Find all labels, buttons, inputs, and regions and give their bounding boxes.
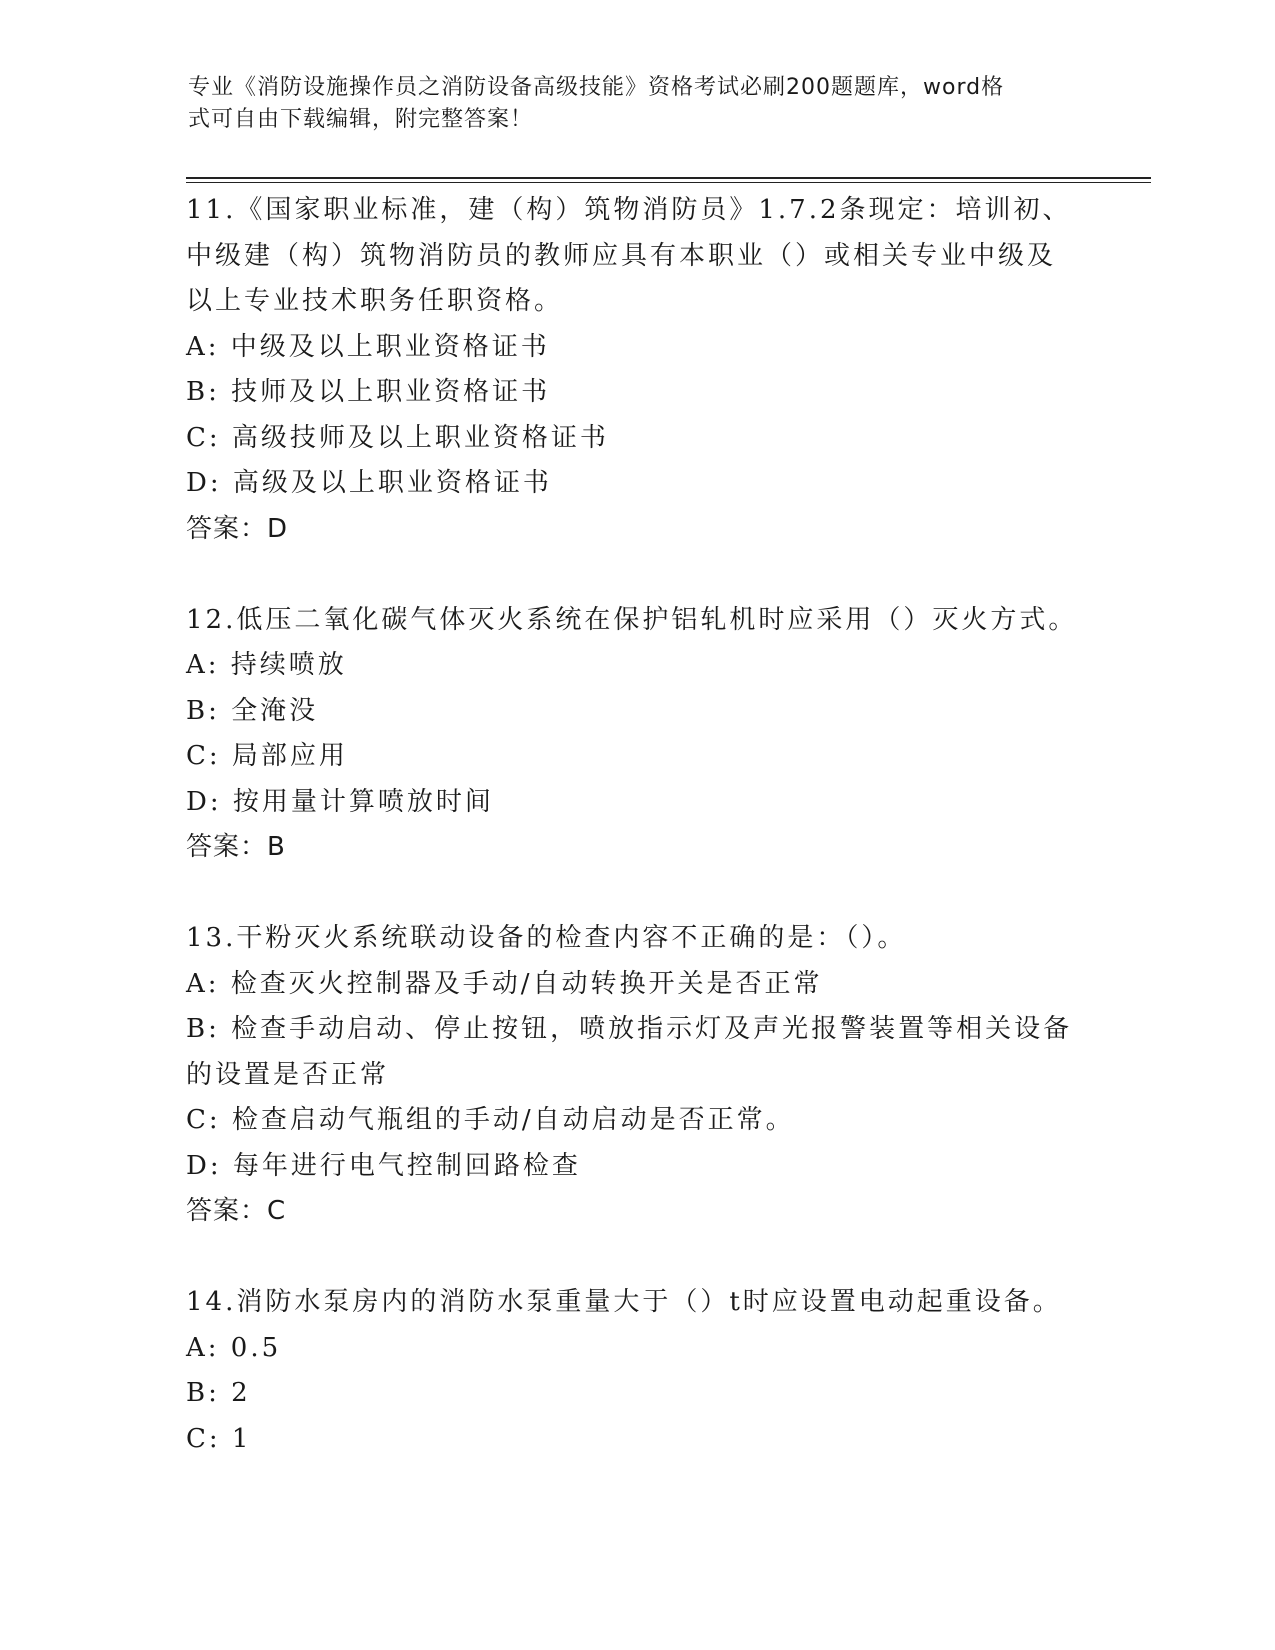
spacer	[186, 552, 1086, 598]
option-c: C: 1	[186, 1423, 252, 1454]
option-b: B: 2	[186, 1378, 251, 1408]
option-a: A: 检查灭火控制器及手动/自动转换开关是否正常	[186, 968, 823, 999]
option-c: C: 高级技师及以上职业资格证书	[186, 422, 609, 453]
question-14	[186, 1280, 1086, 1462]
question-stem: 中级建（构）筑物消防员的教师应具有本职业（）或相关专业中级及	[186, 240, 1057, 271]
question-12	[186, 598, 1086, 871]
header-line-2: 式可自由下载编辑，附完整答案！	[188, 107, 534, 132]
question-stem: 以上专业技术职务任职资格。	[186, 286, 564, 316]
question-stem: 12.低压二氧化碳气体灭火系统在保护铝轧机时应采用（）灭火方式。	[186, 604, 1078, 635]
option-d: D: 高级及以上职业资格证书	[186, 468, 552, 498]
question-13	[186, 916, 1086, 1235]
header-divider-thick	[186, 177, 1151, 179]
option-b-continued: 的设置是否正常	[186, 1059, 390, 1090]
option-c: C: 局部应用	[186, 741, 348, 771]
option-a: A: 持续喷放	[186, 650, 347, 680]
option-a: A: 中级及以上职业资格证书	[186, 331, 550, 362]
question-stem: 11.《国家职业标准，建（构）筑物消防员》1.7.2条现定：培训初、	[186, 195, 1072, 225]
answer: 答案：D	[186, 513, 289, 544]
option-c: C: 检查启动气瓶组的手动/自动启动是否正常。	[186, 1105, 795, 1135]
option-b: B: 检查手动启动、停止按钮，喷放指示灯及声光报警装置等相关设备	[186, 1014, 1073, 1044]
spacer	[186, 871, 1086, 917]
option-d: D: 按用量计算喷放时间	[186, 786, 494, 817]
question-11	[186, 188, 1086, 552]
header-line-1: 专业《消防设施操作员之消防设备高级技能》资格考试必刷200题题库，word格	[188, 75, 1005, 100]
question-stem: 14.消防水泵房内的消防水泵重量大于（）t时应设置电动起重设备。	[186, 1287, 1062, 1317]
question-list	[186, 188, 1086, 1462]
header-divider-thin	[186, 182, 1151, 183]
question-stem: 13.干粉灭火系统联动设备的检查内容不正确的是：（）。	[186, 923, 907, 953]
option-b: B: 全淹没	[186, 695, 319, 726]
option-b: B: 技师及以上职业资格证书	[186, 377, 551, 407]
option-d: D: 每年进行电气控制回路检查	[186, 1150, 581, 1181]
option-a: A: 0.5	[186, 1332, 282, 1363]
document-header	[188, 72, 1068, 136]
spacer	[186, 1235, 1086, 1281]
answer: 答案：C	[186, 1196, 287, 1226]
answer: 答案：B	[186, 832, 286, 862]
